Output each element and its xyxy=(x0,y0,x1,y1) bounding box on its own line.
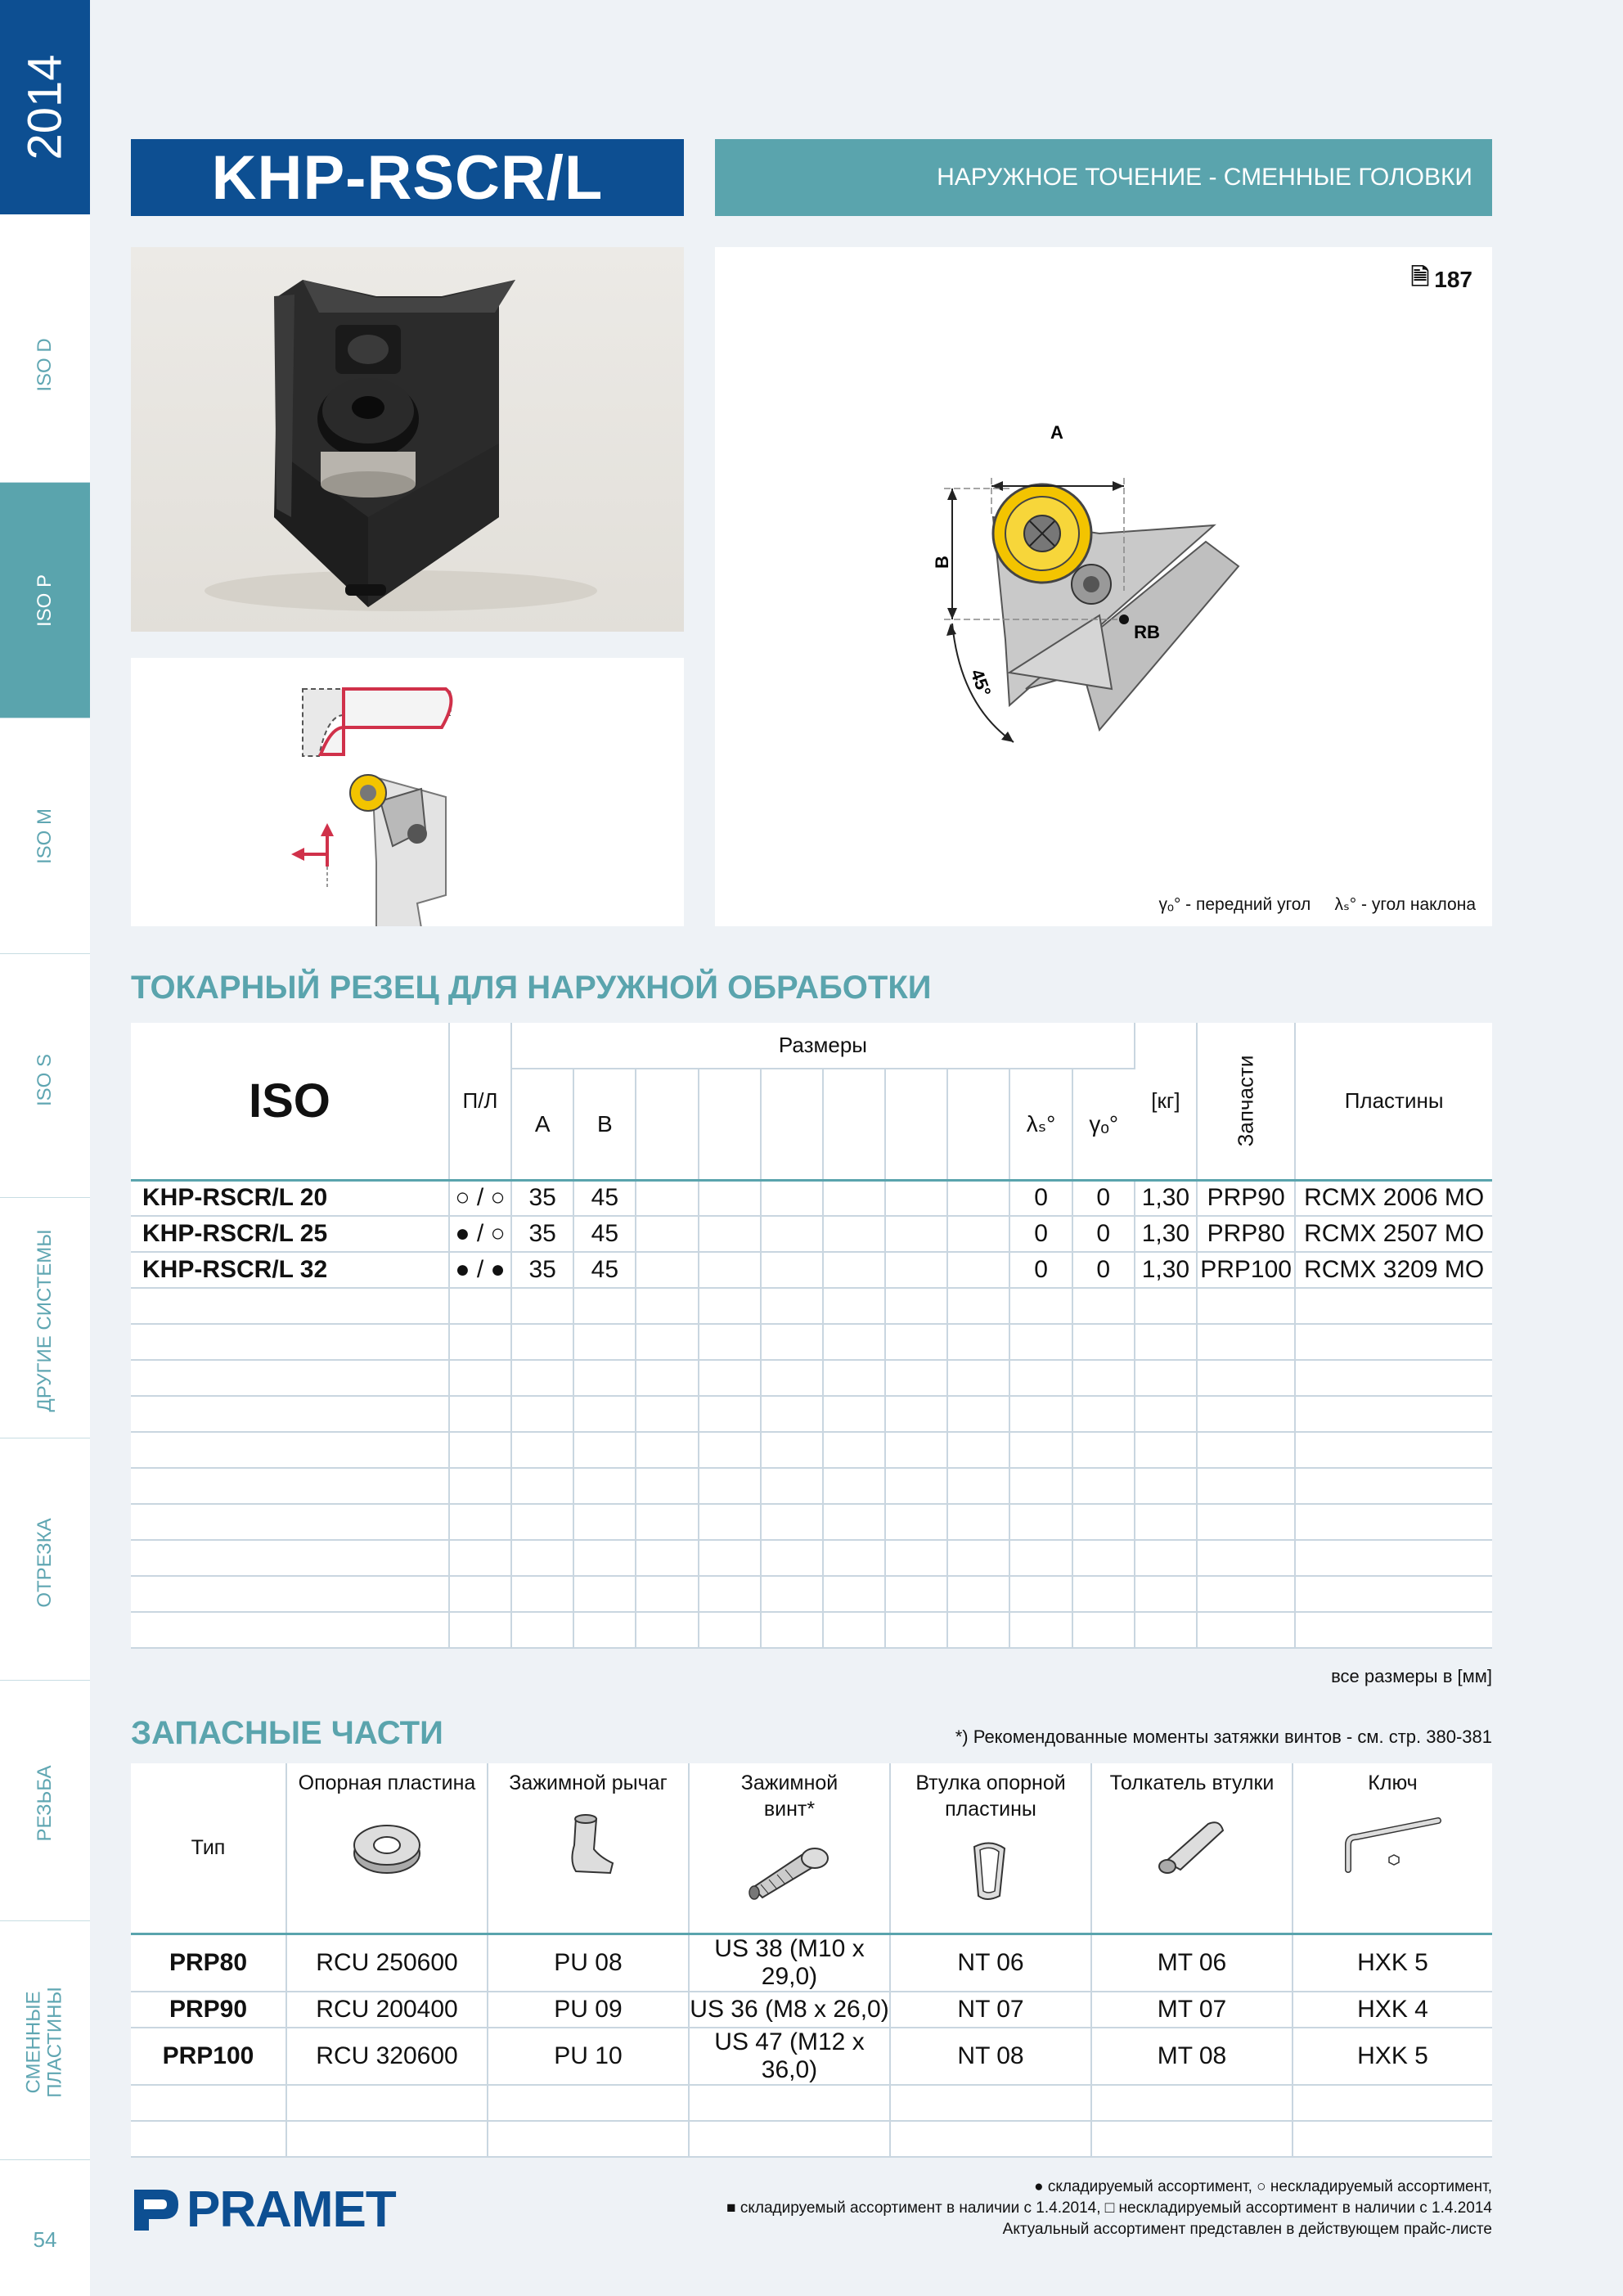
cell-type: PRP100 xyxy=(131,2028,286,2085)
header-sleeve-pusher-text: Толкатель втулки xyxy=(1109,1772,1275,1794)
torque-note: *) Рекомендованные моменты затяжки винтов - см. стр. 380-381 xyxy=(955,1727,1492,1747)
cell-gamma: 0 xyxy=(1072,1216,1135,1252)
header-spares xyxy=(1197,1023,1295,1180)
header-support-plate-text: Опорная пластина xyxy=(298,1772,476,1794)
operation-schematic xyxy=(131,658,684,926)
cell-sleeve-pusher: MT 07 xyxy=(1091,1992,1293,2028)
angle-legend xyxy=(1159,894,1476,915)
product-photo xyxy=(131,247,684,632)
table-row[interactable] xyxy=(131,1252,1492,1288)
header-empty xyxy=(636,1069,698,1180)
empty-row xyxy=(131,1432,1492,1468)
year-label: 2014 xyxy=(18,54,72,160)
clamp-screw-icon xyxy=(744,1839,834,1904)
header-empty xyxy=(761,1069,823,1180)
plate-sleeve-icon xyxy=(954,1839,1027,1904)
pramet-logo-text: PRAMET xyxy=(187,2181,396,2238)
sidebar-tab-iso-s[interactable] xyxy=(0,962,90,1198)
empty-row xyxy=(131,2085,1492,2121)
empty-row xyxy=(131,1540,1492,1576)
spare-parts-table xyxy=(131,1763,1492,2158)
cell-code: KHP-RSCR/L 20 xyxy=(131,1180,449,1216)
cell-code: KHP-RSCR/L 25 xyxy=(131,1216,449,1252)
empty-row xyxy=(131,1396,1492,1432)
page-number: 54 xyxy=(33,2227,57,2252)
header-empty xyxy=(885,1069,947,1180)
turning-schematic xyxy=(131,658,684,926)
header-clamp-lever-text: Зажимной рычаг xyxy=(509,1772,668,1794)
page-reference-number: 187 xyxy=(1434,267,1472,292)
header-key xyxy=(1293,1763,1492,1934)
dimension-rb-label: RB xyxy=(1134,622,1160,642)
support-plate-icon xyxy=(350,1812,424,1878)
cell-b: 45 xyxy=(573,1216,636,1252)
header-dimensions: Размеры xyxy=(511,1023,1135,1069)
cell-code: KHP-RSCR/L 32 xyxy=(131,1252,449,1288)
dimension-angle-label: 45° xyxy=(966,666,996,700)
cell-key: HXK 4 xyxy=(1357,1995,1428,2023)
sidebar-tab-iso-m[interactable] xyxy=(0,718,90,954)
spare-section-title: ЗАПАСНЫЕ ЧАСТИ xyxy=(131,1715,443,1751)
header-support-plate xyxy=(286,1763,488,1934)
sidebar-tab-label: ДРУГИЕ СИСТЕМЫ xyxy=(33,1229,56,1411)
cell-support-plate: RCU 320600 xyxy=(286,2028,488,2085)
empty-row xyxy=(131,1288,1492,1324)
header-empty xyxy=(947,1069,1009,1180)
cell-sleeve-pusher: MT 08 xyxy=(1091,2028,1293,2085)
cell-spare[interactable]: PRP90 xyxy=(1197,1180,1295,1216)
sidebar-tab-parting[interactable] xyxy=(0,1445,90,1681)
cell-support-plate: RCU 250600 xyxy=(286,1934,488,1992)
cell-lambda: 0 xyxy=(1009,1252,1072,1288)
legend-line: Актуальный ассортимент представлен в действующем прайс-листе xyxy=(1002,2221,1492,2238)
dimension-b-label: B xyxy=(932,556,952,569)
empty-row xyxy=(131,1612,1492,1648)
cell-lambda: 0 xyxy=(1009,1180,1072,1216)
empty-row xyxy=(131,2121,1492,2157)
pramet-logo-icon xyxy=(131,2185,182,2235)
header-weight: [кг] xyxy=(1135,1023,1197,1180)
empty-row xyxy=(131,1576,1492,1612)
dimension-a-label: A xyxy=(1050,422,1063,443)
cell-type: PRP90 xyxy=(131,1992,286,2028)
cell-plate-sleeve: NT 06 xyxy=(890,1934,1091,1992)
header-iso: ISO xyxy=(131,1023,449,1180)
table-row[interactable] xyxy=(131,2028,1492,2085)
year-tab xyxy=(0,0,90,214)
cell-insert[interactable]: RCMX 3209 MO xyxy=(1304,1256,1485,1283)
cell-spare[interactable]: PRP100 xyxy=(1197,1252,1295,1288)
document-icon: 🗎 xyxy=(1410,264,1430,290)
sidebar-tab-label: РЕЗЬБА xyxy=(33,1765,56,1841)
hex-key-icon xyxy=(1340,1812,1446,1878)
cell-spare[interactable]: PRP80 xyxy=(1197,1216,1295,1252)
empty-row xyxy=(131,1324,1492,1360)
sidebar-tab-other-systems[interactable] xyxy=(0,1203,90,1438)
tool-holder-table xyxy=(131,1023,1492,1649)
cell-sleeve-pusher: MT 06 xyxy=(1091,1934,1293,1992)
header-a: A xyxy=(511,1069,573,1180)
cell-clamp-screw: US 38 (M10 x 29,0) xyxy=(689,1934,890,1992)
cell-key: HXK 5 xyxy=(1357,1948,1428,1976)
header-plate-sleeve-text: Втулка опорной пластины xyxy=(915,1772,1066,1821)
cell-clamp-screw: US 36 (M8 x 26,0) xyxy=(689,1992,890,2028)
empty-row xyxy=(131,1504,1492,1540)
sidebar-tab-label: ISO M xyxy=(33,808,56,864)
cell-clamp-lever: PU 09 xyxy=(488,1992,689,2028)
cell-clamp-lever: PU 10 xyxy=(488,2028,689,2085)
category-subtitle: НАРУЖНОЕ ТОЧЕНИЕ - СМЕННЫЕ ГОЛОВКИ xyxy=(715,139,1492,216)
header-clamp-lever xyxy=(488,1763,689,1934)
sleeve-pusher-icon xyxy=(1151,1812,1233,1878)
sidebar-tab-inserts[interactable] xyxy=(0,1925,90,2160)
technical-drawing xyxy=(715,247,1492,926)
header-key-text: Ключ xyxy=(1368,1772,1418,1794)
sidebar-tab-label: ISO D xyxy=(33,337,56,392)
header-b: B xyxy=(573,1069,636,1180)
cell-lambda: 0 xyxy=(1009,1216,1072,1252)
dimension-drawing xyxy=(715,247,1492,926)
cell-insert[interactable]: RCMX 2006 MO xyxy=(1304,1184,1485,1212)
main-section-title: ТОКАРНЫЙ РЕЗЕЦ ДЛЯ НАРУЖНОЙ ОБРАБОТКИ xyxy=(131,970,932,1006)
cell-hand: ● / ○ xyxy=(449,1216,511,1252)
sidebar-tab-iso-d[interactable] xyxy=(0,247,90,483)
sidebar-tab-label: ОТРЕЗКА xyxy=(33,1517,56,1608)
cell-plate-sleeve: NT 07 xyxy=(890,1992,1091,2028)
table-row[interactable] xyxy=(131,1992,1492,2028)
sidebar-tab-label: ISO S xyxy=(33,1053,56,1106)
empty-row xyxy=(131,1468,1492,1504)
section-sidebar xyxy=(0,0,90,2296)
availability-legend xyxy=(726,2177,1492,2240)
header-inserts: Пластины xyxy=(1295,1023,1492,1180)
table-row[interactable] xyxy=(131,1180,1492,1216)
cell-plate-sleeve: NT 08 xyxy=(890,2028,1091,2085)
product-title: KHP-RSCR/L xyxy=(131,139,684,216)
cell-b: 45 xyxy=(573,1180,636,1216)
header-sleeve-pusher xyxy=(1091,1763,1293,1934)
sidebar-tab-label: СМЕННЫЕ ПЛАСТИНЫ xyxy=(22,1986,66,2098)
clamp-lever-icon xyxy=(551,1812,625,1878)
table-row[interactable] xyxy=(131,1216,1492,1252)
tool-holder-image xyxy=(131,247,684,632)
pramet-logo[interactable] xyxy=(131,2181,396,2239)
cell-type: PRP80 xyxy=(131,1934,286,1992)
cell-a: 35 xyxy=(511,1216,573,1252)
cell-a: 35 xyxy=(511,1180,573,1216)
cell-weight: 1,30 xyxy=(1135,1180,1197,1216)
sidebar-tab-iso-p[interactable] xyxy=(0,483,90,718)
sidebar-tab-label: ISO P xyxy=(33,574,56,627)
cell-insert[interactable]: RCMX 2507 MO xyxy=(1304,1220,1485,1247)
cell-b: 45 xyxy=(573,1252,636,1288)
header-lambda: λₛ° xyxy=(1009,1069,1072,1180)
cell-weight: 1,30 xyxy=(1135,1252,1197,1288)
legend-line: ● складируемый ассортимент, ○ нескладируемый ассортимент, xyxy=(1034,2178,1492,2195)
header-spares-text: Запчасти xyxy=(1233,1055,1258,1147)
header-gamma: γₒ° xyxy=(1072,1069,1135,1180)
header-empty xyxy=(699,1069,761,1180)
legend-line: ■ складируемый ассортимент в наличии с 1.4.2014, □ нескладируемый ассортимент в наличии с 1.4.2014 xyxy=(726,2199,1492,2217)
table-row[interactable] xyxy=(131,1934,1492,1992)
cell-clamp-lever: PU 08 xyxy=(488,1934,689,1992)
inclination-angle-legend: λₛ° - угол наклона xyxy=(1334,895,1476,914)
cell-weight: 1,30 xyxy=(1135,1216,1197,1252)
header-plate-sleeve xyxy=(890,1763,1091,1934)
cell-support-plate: RCU 200400 xyxy=(286,1992,488,2028)
header-hand: П/Л xyxy=(449,1023,511,1180)
header-clamp-screw xyxy=(689,1763,890,1934)
cell-clamp-screw: US 47 (M12 x 36,0) xyxy=(689,2028,890,2085)
header-type: Тип xyxy=(131,1763,286,1934)
header-clamp-screw-text: Зажимной винт* xyxy=(740,1772,838,1821)
cell-key: HXK 5 xyxy=(1357,2042,1428,2069)
cell-gamma: 0 xyxy=(1072,1252,1135,1288)
cell-gamma: 0 xyxy=(1072,1180,1135,1216)
rake-angle-legend: γₒ° - передний угол xyxy=(1158,895,1311,914)
header-empty xyxy=(823,1069,885,1180)
cell-hand: ○ / ○ xyxy=(449,1180,511,1216)
empty-row xyxy=(131,1360,1492,1396)
sidebar-tab-threading[interactable] xyxy=(0,1686,90,1921)
cell-hand: ● / ● xyxy=(449,1252,511,1288)
units-note: все размеры в [мм] xyxy=(1331,1666,1492,1686)
cell-a: 35 xyxy=(511,1252,573,1288)
